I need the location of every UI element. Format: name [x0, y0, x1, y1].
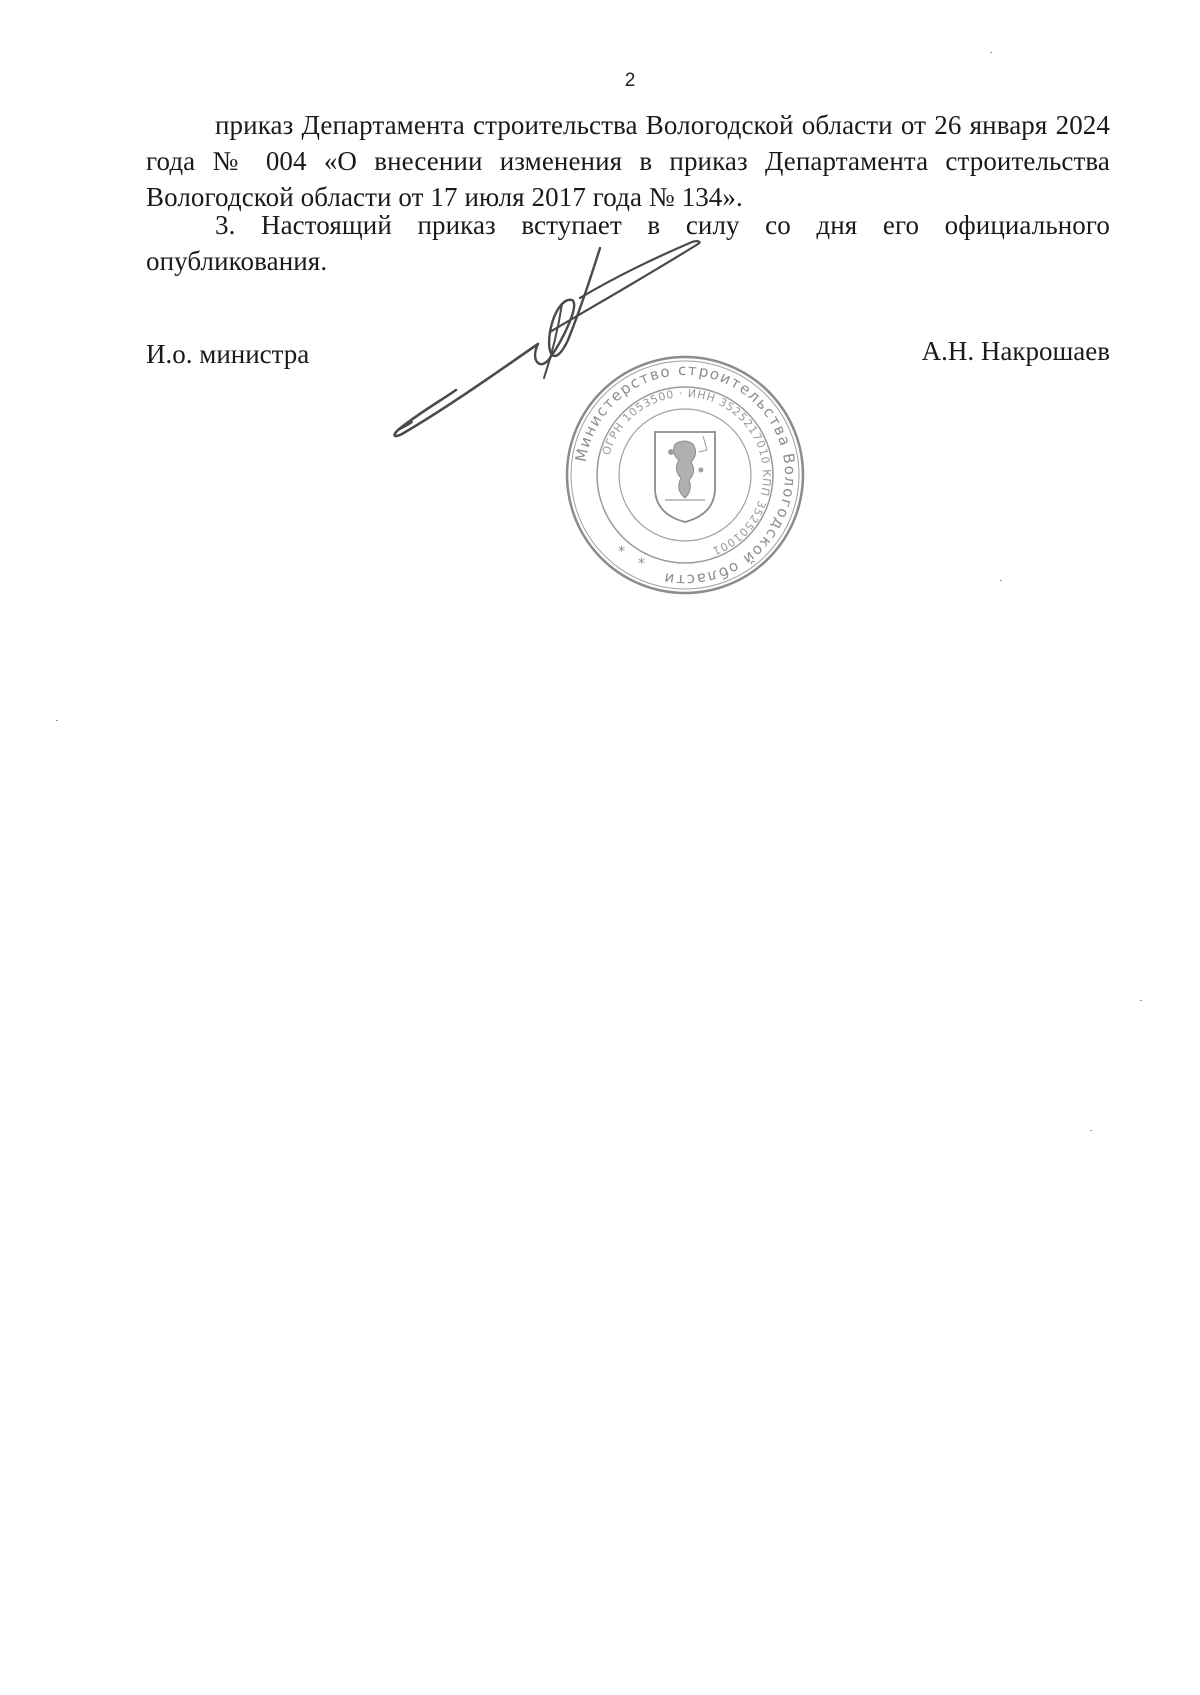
- paragraph-text: приказ Департамента строительства Вологодской области от 26 января 2024 года № 004 «О внесении изменения в приказ Департамента строительства Вологодской области от 17 июля 2017 года № 134».: [146, 110, 1110, 212]
- scan-speck: [1000, 580, 1002, 581]
- signatory-name: А.Н. Накрошаев: [921, 336, 1110, 366]
- paragraph-text: 3. Настоящий приказ вступает в силу со дня его официального опубликования.: [146, 210, 1110, 276]
- seal-outer-text: Министерство строительства Вологодской области: [571, 360, 800, 590]
- page-number: 2: [624, 70, 636, 91]
- seal-inner-text: ОГРН 1053500 · ИНН 3525217010 КПП 352501001: [599, 386, 774, 558]
- scan-speck: [1140, 1000, 1142, 1001]
- paragraph-previous-order: [146, 107, 1110, 215]
- signatory-position: И.о. министра: [146, 339, 310, 369]
- scan-speck: [56, 720, 58, 721]
- scan-speck: [990, 52, 992, 53]
- seal-star-icon: *: [638, 556, 645, 572]
- handwritten-signature: [380, 240, 760, 480]
- scan-speck: [1090, 1130, 1092, 1131]
- seal-star-icon: *: [618, 544, 625, 560]
